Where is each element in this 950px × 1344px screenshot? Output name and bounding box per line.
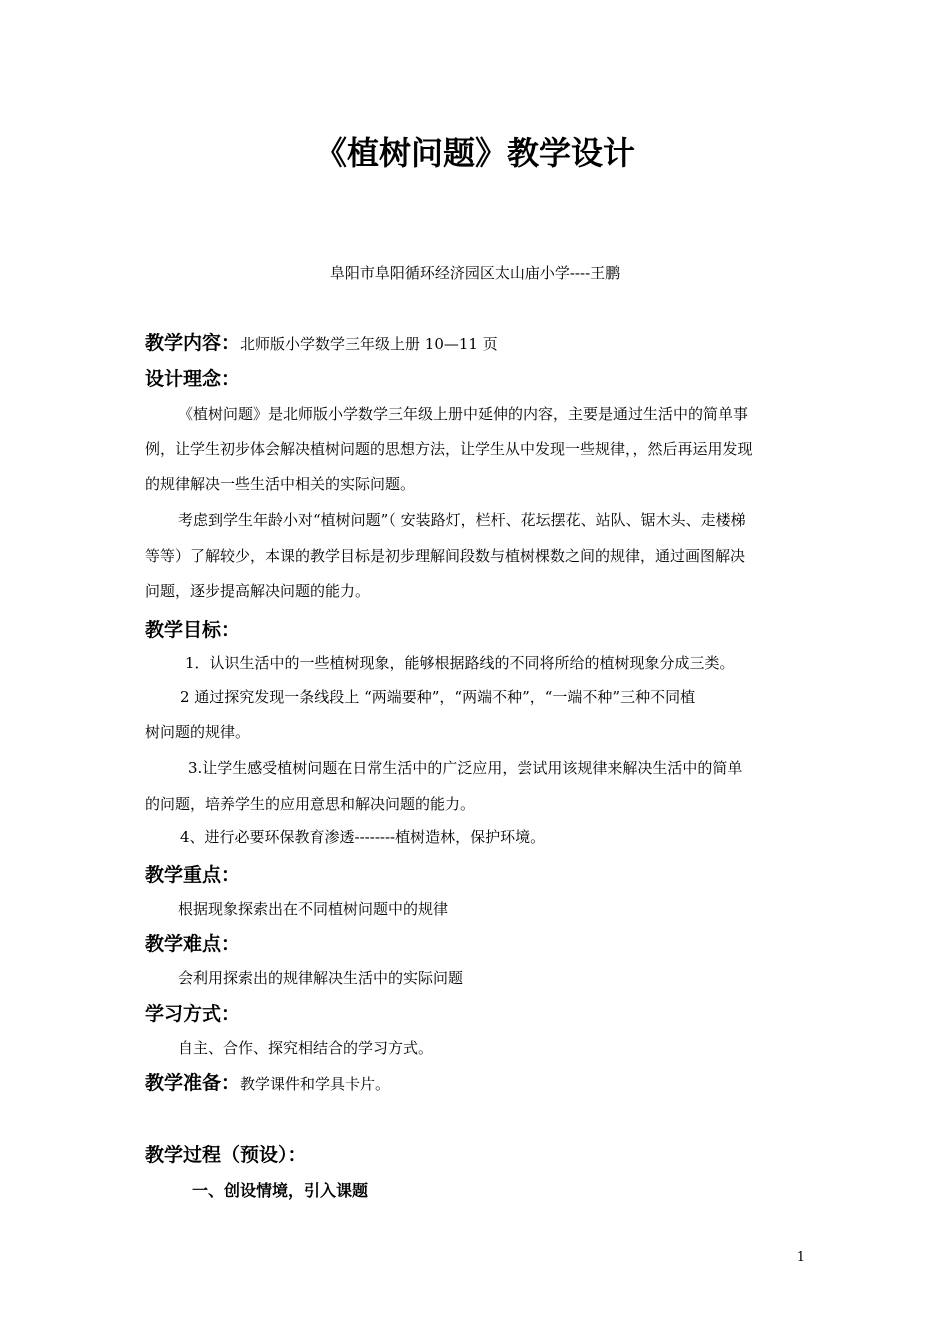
process-heading: 教学过程（预设）： (145, 1144, 307, 1166)
idea-line-6: 问题，逐步提高解决问题的能力。 (145, 582, 371, 600)
idea-line-5: 等等）了解较少，本课的教学目标是初步理解间段数与植树棵数之间的规律，通过画图解决 (145, 547, 746, 565)
document-title: 《植树问题》教学设计 (314, 134, 635, 172)
method-text: 自主、合作、探究相结合的学习方式。 (178, 1039, 434, 1057)
content-heading (145, 328, 498, 355)
prep-value: 教学课件和学具卡片。 (240, 1075, 391, 1093)
difficulty-heading: 教学难点： (145, 933, 241, 955)
content-value: 北师版小学数学三年级上册 10—11 页 (240, 335, 498, 353)
process-subheading: 一、创设情境，引入课题 (192, 1181, 369, 1200)
idea-line-3: 的规律解决一些生活中相关的实际问题。 (145, 475, 416, 493)
page-number: 1 (796, 1250, 805, 1265)
idea-line-2: 例，让学生初步体会解决植树问题的思想方法，让学生从中发现一些规律，，然后再运用发现 (145, 440, 753, 458)
goal-line-5: 的问题，培养学生的应用意思和解决问题的能力。 (145, 795, 476, 813)
goal-heading: 教学目标： (145, 619, 241, 641)
key-heading: 教学重点： (145, 864, 241, 886)
prep-label: 教学准备： (145, 1072, 241, 1094)
content-label: 教学内容： (145, 332, 241, 354)
method-heading: 学习方式： (145, 1003, 241, 1025)
goal-line-6: 4、进行必要环保教育渗透--------植树造林，保护环境。 (180, 828, 546, 846)
idea-heading: 设计理念： (145, 368, 241, 390)
key-text: 根据现象探索出在不同植树问题中的规律 (178, 900, 449, 918)
goal-line-1: 1．认识生活中的一些植树现象，能够根据路线的不同将所给的植树现象分成三类。 (185, 654, 735, 672)
goal-line-2: 2 通过探究发现一条线段上 “两端要种”，“两端不种”，“一端不种”三种不同植 (180, 688, 696, 706)
goal-line-4: 3.让学生感受植树问题在日常生活中的广泛应用，尝试用该规律来解决生活中的简单 (188, 759, 743, 777)
author-line: 阜阳市阜阳循环经济园区太山庙小学----王鹏 (329, 264, 621, 282)
goal-line-3: 树问题的规律。 (145, 723, 251, 741)
prep-heading (145, 1068, 390, 1095)
idea-line-1: 《植树问题》是北师版小学数学三年级上册中延伸的内容，主要是通过生活中的简单事 (178, 405, 749, 423)
idea-line-4: 考虑到学生年龄小对“植树问题”（ 安装路灯，栏杆、花坛摆花、站队、锯木头、走楼梯 (178, 511, 746, 529)
difficulty-text: 会利用探索出的规律解决生活中的实际问题 (178, 969, 464, 987)
